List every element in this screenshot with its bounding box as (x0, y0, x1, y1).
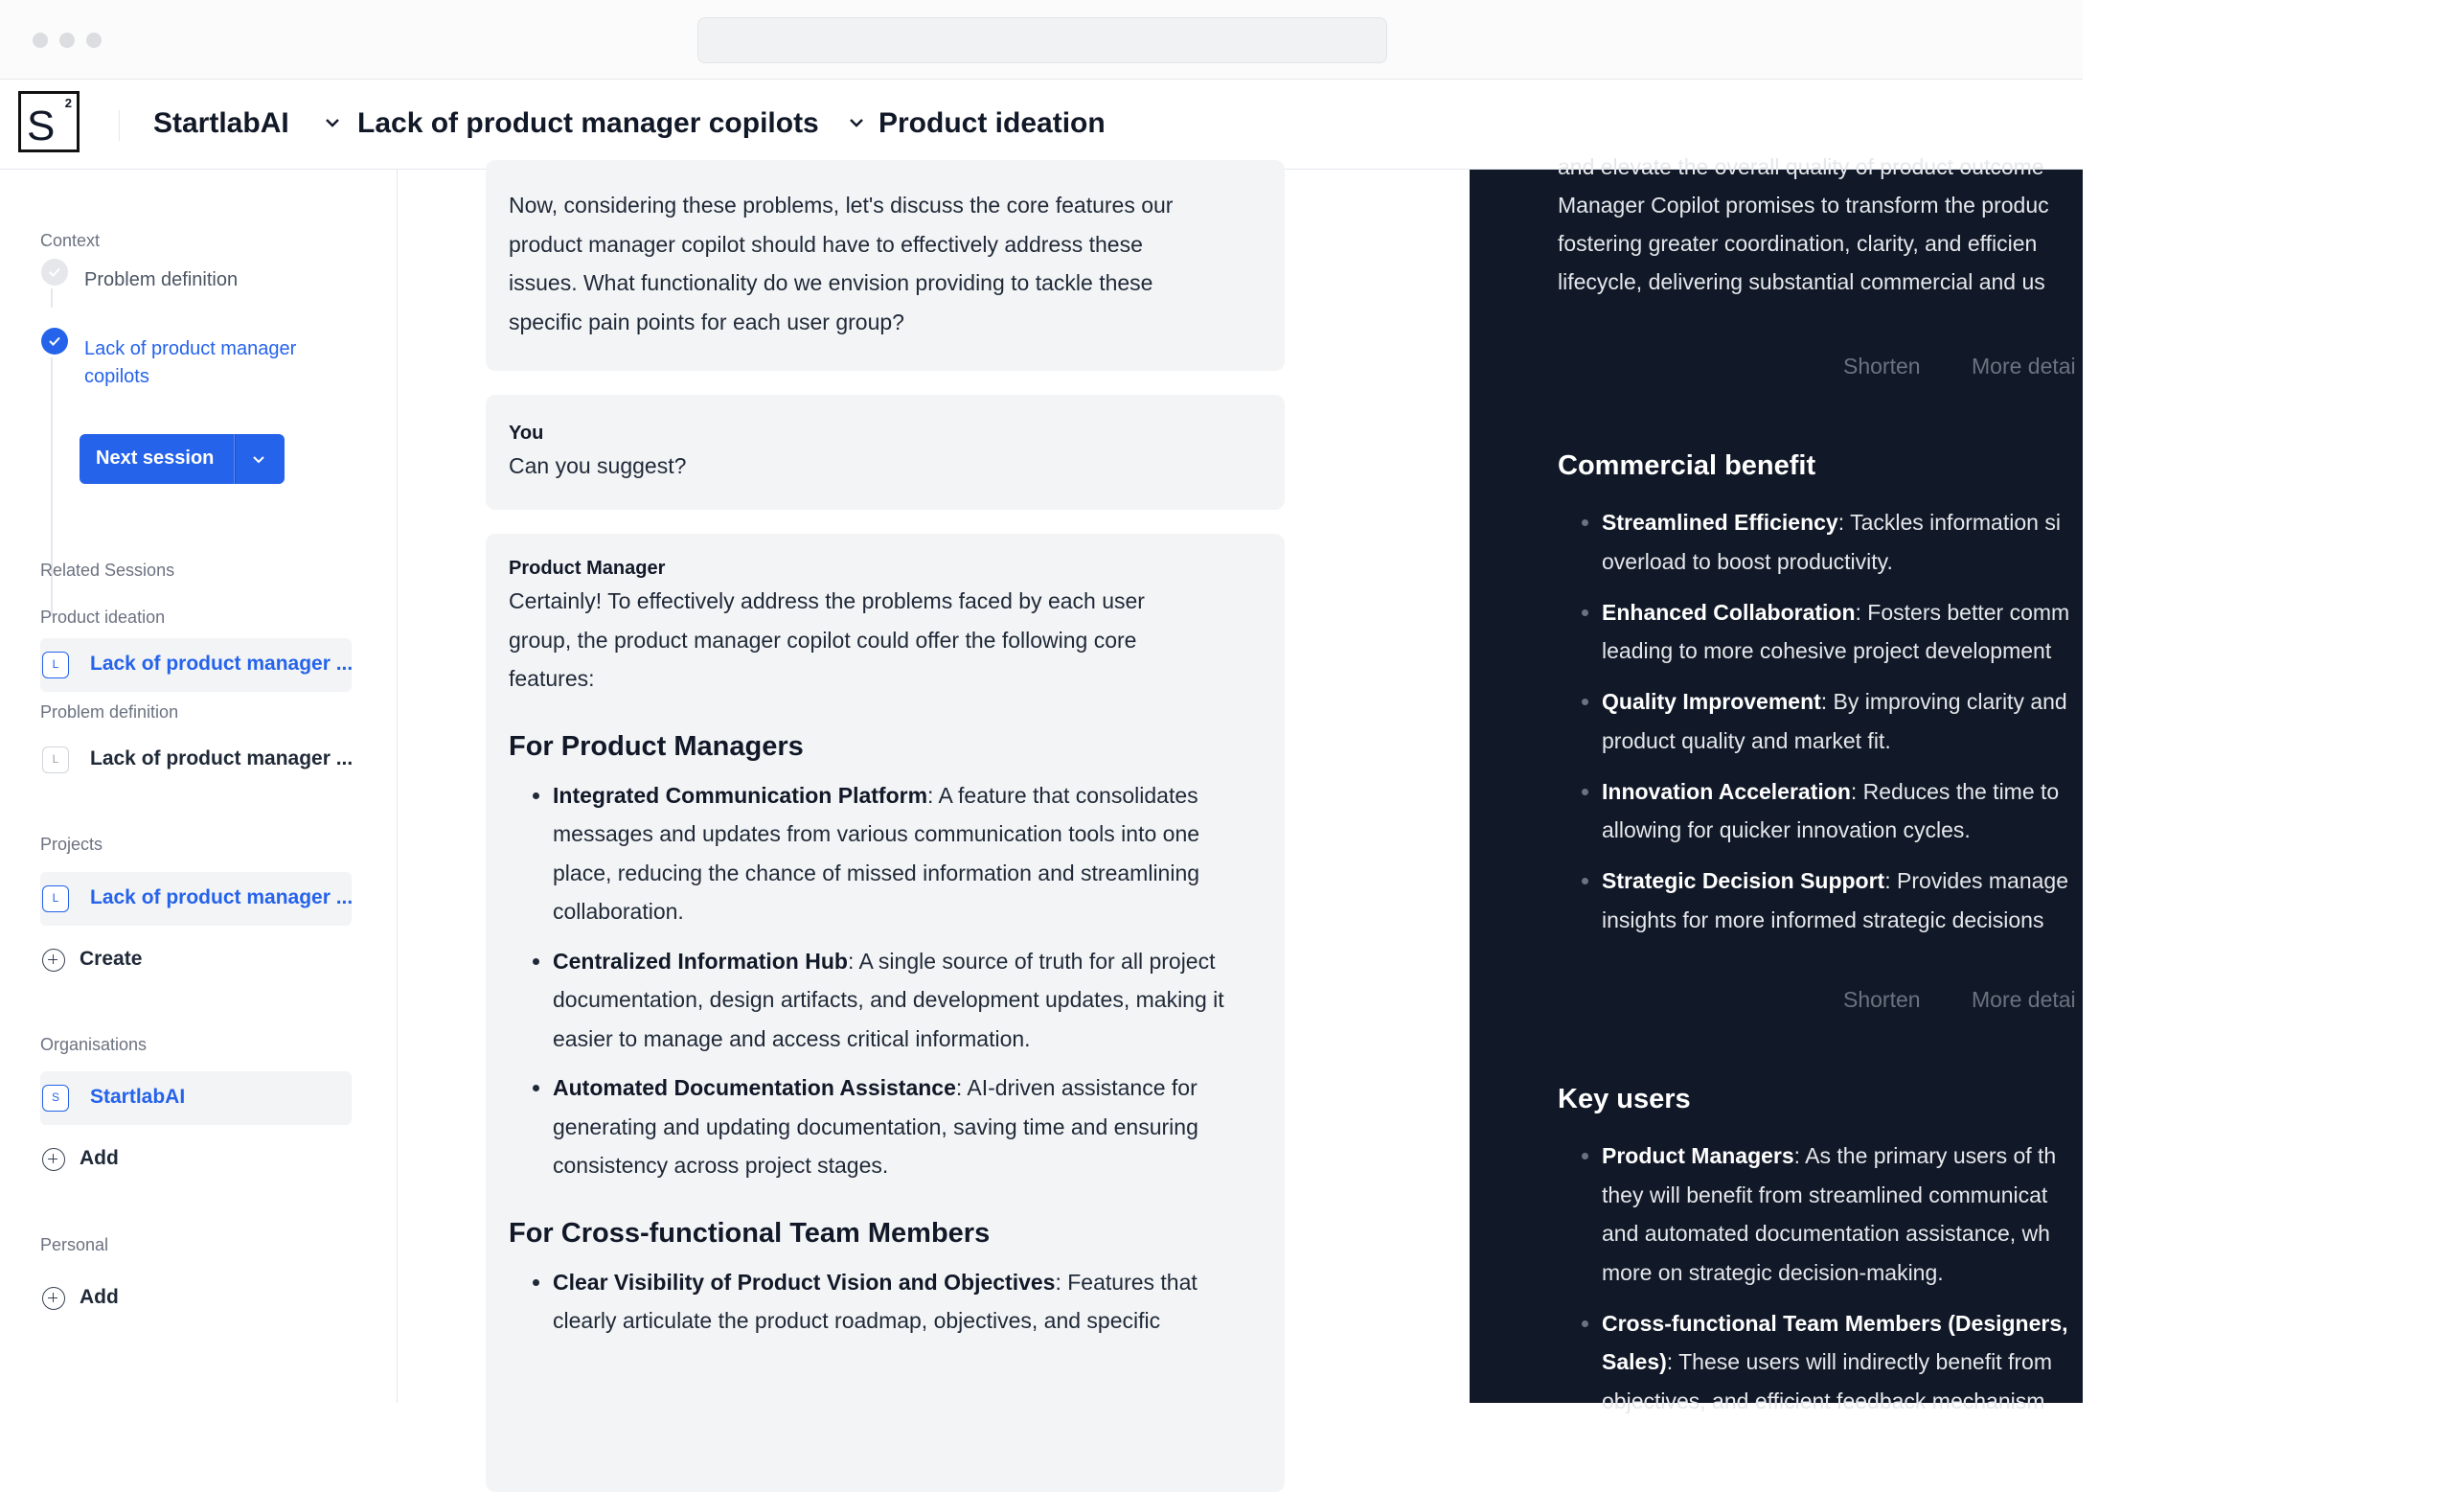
message-line: product manager copilot should have to effectively address these (509, 231, 1143, 257)
project-badge: L (42, 885, 69, 912)
chevron-down-icon[interactable] (850, 116, 863, 129)
check-icon (41, 259, 68, 286)
plus-circle-icon (42, 1148, 65, 1171)
window-dot-minimize[interactable] (59, 33, 75, 48)
benefit-item: • Innovation Acceleration: Reduces the time to allowing for quicker innovation cycles. (1602, 772, 2464, 850)
feature-item: • Clear Visibility of Product Vision and Objectives: Features that clearly articulate the product roadmap, objectives, and specific (553, 1263, 1262, 1341)
benefit-item: • Streamlined Efficiency: Tackles information si overload to boost productivity. (1602, 503, 2464, 581)
address-bar[interactable] (697, 17, 1387, 63)
message-speaker: Product Manager (509, 558, 666, 579)
chat-area[interactable] (398, 170, 1469, 1403)
feature-item: • Automated Documentation Assistance: AI-driven assistance for generating and updating documentation, saving time and ensuring consistency across project stages. (553, 1068, 1262, 1185)
more-detail-button[interactable]: More detai (1972, 354, 2076, 379)
related-group-label: Problem definition (40, 702, 179, 722)
feature-item: • Integrated Communication Platform: A feature that consolidates messages and updates from various communication tools into one place, reducing the chance of missed information and streamlining collaboration. (553, 776, 1262, 931)
message-line: issues. What functionality do we envision providing to tackle these (509, 270, 1153, 295)
related-sessions-label: Related Sessions (40, 561, 175, 580)
logo-superscript: 2 (64, 96, 72, 110)
summary-line: Manager Copilot promises to transform the produc (1558, 193, 2049, 218)
message-card (486, 160, 1285, 371)
benefit-item: • Quality Improvement: By improving clarity and product quality and market fit. (1602, 682, 2464, 760)
plus-circle-icon (42, 1287, 65, 1310)
benefit-item: • Enhanced Collaboration: Fosters better comm leading to more cohesive project development (1602, 593, 2464, 671)
add-label: Add (80, 1147, 119, 1169)
plus-circle-icon (42, 949, 65, 972)
breadcrumb-project[interactable]: Lack of product manager copilots (357, 107, 819, 139)
message-line: group, the product manager copilot could offer the following core (509, 627, 1137, 653)
logo-letter: S (27, 103, 56, 149)
key-users-list (1558, 1136, 2464, 1433)
benefit-item: • Strategic Decision Support: Provides manage insights for more informed strategic decisions (1602, 861, 2464, 939)
step-current[interactable]: Lack of product manager copilots (84, 338, 297, 387)
context-label: Context (40, 231, 101, 250)
feature-item: • Centralized Information Hub: A single source of truth for all project documentation, design artifacts, and development updates, making it easier to manage and access critical information. (553, 942, 1262, 1059)
related-session-title: Lack of product manager ... (90, 653, 354, 675)
step-problem-definition[interactable]: Problem definition (84, 269, 239, 290)
next-session-label: Next session (96, 448, 215, 469)
related-session-item[interactable] (40, 733, 352, 787)
session-badge: L (42, 746, 69, 773)
add-label: Add (80, 1286, 119, 1308)
project-item[interactable] (40, 872, 352, 926)
shorten-button[interactable]: Shorten (1843, 354, 1921, 379)
message-line: Now, considering these problems, let's discuss the core features our (509, 193, 1174, 218)
related-session-title: Lack of product manager ... (90, 747, 354, 769)
organisation-item[interactable] (40, 1071, 352, 1125)
message-speaker: You (509, 423, 544, 444)
chevron-down-icon[interactable] (326, 116, 339, 129)
more-detail-button[interactable]: More detai (1972, 987, 2076, 1012)
chevron-down-icon[interactable] (252, 452, 265, 466)
session-badge: L (42, 652, 69, 678)
message-line: features: (509, 666, 595, 691)
message-line: specific pain points for each user group? (509, 309, 904, 334)
summary-panel[interactable] (1470, 154, 2083, 1413)
key-users-heading: Key users (1558, 1084, 1691, 1114)
related-session-item[interactable] (40, 638, 352, 692)
related-group-label: Product ideation (40, 608, 166, 627)
check-icon (41, 328, 68, 355)
sidebar (0, 170, 398, 1403)
organisation-badge: S (42, 1085, 69, 1112)
message-card (486, 395, 1285, 510)
key-user-item: • Cross-functional Team Members (Designers, Sales): These users will indirectly benefit from objectives, and efficient feedback mechanism (1602, 1304, 2464, 1421)
summary-line: and elevate the overall quality of product outcome (1558, 154, 2044, 179)
summary-line: fostering greater coordination, clarity, and efficien (1558, 231, 2038, 256)
personal-label: Personal (40, 1235, 109, 1254)
step-connector (51, 288, 53, 308)
key-user-item: • Product Managers: As the primary users of th they will benefit from streamlined communicat and automated documentation assistance, wh more on strategic decision-making. (1602, 1136, 2464, 1292)
window-dot-close[interactable] (33, 33, 48, 48)
next-session-button[interactable] (80, 434, 285, 484)
breadcrumb-session[interactable]: Product ideation (878, 107, 1106, 139)
commercial-benefit-heading: Commercial benefit (1558, 450, 1816, 481)
projects-label: Projects (40, 835, 103, 854)
project-title: Lack of product manager ... (90, 886, 354, 908)
window-dot-maximize[interactable] (86, 33, 102, 48)
button-divider (234, 434, 236, 484)
organisations-label: Organisations (40, 1035, 148, 1054)
message-card (486, 534, 1285, 1492)
app-logo[interactable] (18, 91, 80, 152)
commercial-benefit-list (1558, 503, 2464, 952)
summary-line: lifecycle, delivering substantial commercial and us (1558, 269, 2045, 294)
section-heading: For Product Managers (509, 730, 804, 762)
section-heading: For Cross-functional Team Members (509, 1217, 991, 1249)
message-line: Can you suggest? (509, 453, 687, 478)
organisation-title: StartlabAI (90, 1086, 186, 1108)
browser-chrome (0, 0, 2083, 80)
shorten-button[interactable]: Shorten (1843, 987, 1921, 1012)
breadcrumb-org[interactable]: StartlabAI (153, 107, 289, 139)
header-divider (119, 110, 120, 141)
message-line: Certainly! To effectively address the problems faced by each user (509, 588, 1145, 613)
create-label: Create (80, 948, 143, 970)
feature-list (509, 1263, 1262, 1341)
feature-list (509, 776, 1262, 1185)
